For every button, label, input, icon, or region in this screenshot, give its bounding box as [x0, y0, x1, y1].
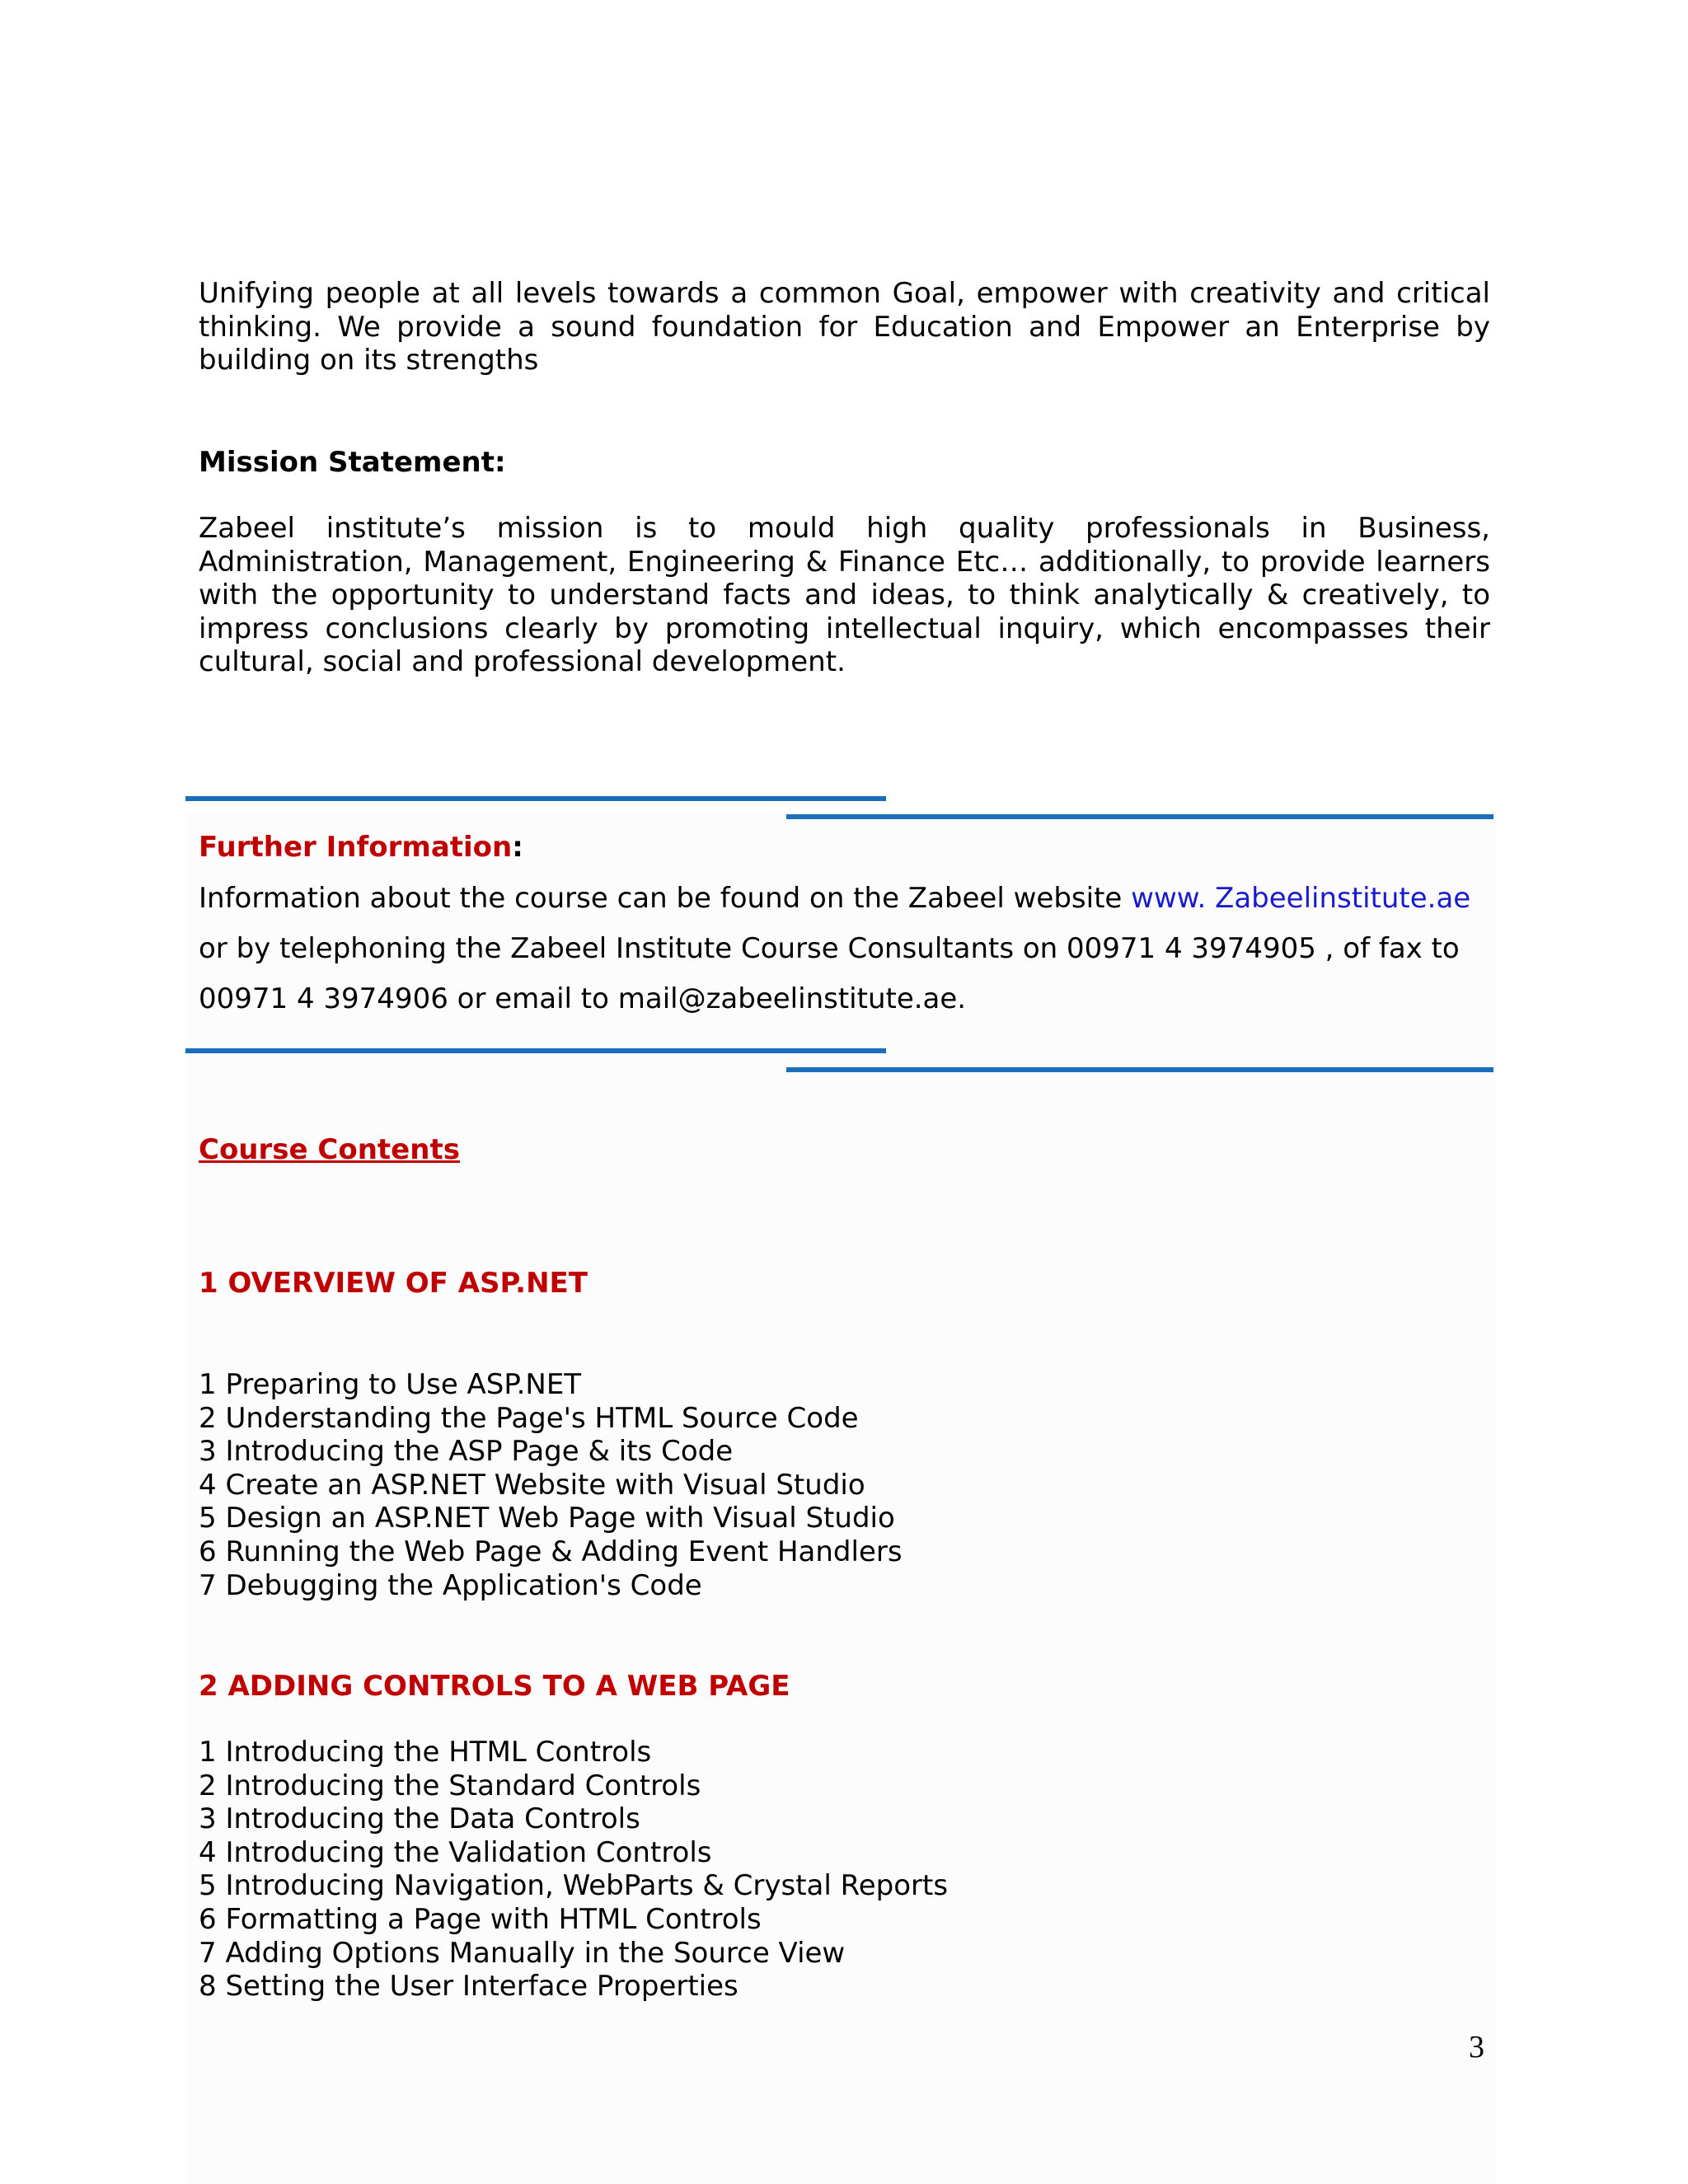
list-item: 7 Adding Options Manually in the Source View [199, 1936, 846, 1970]
section-1-list [199, 1368, 903, 1602]
further-info-heading-colon: : [512, 831, 523, 864]
list-item: 6 Formatting a Page with HTML Controls [199, 1902, 762, 1936]
intro-paragraph: Unifying people at all levels towards a common Goal, empower with creativity and critical thinking. We provide a sound foundation for Education and Empower an Enterprise by building on its strengths [199, 277, 1490, 377]
list-item: 5 Design an ASP.NET Web Page with Visual Studio [199, 1502, 895, 1535]
list-item: 5 Introducing Navigation, WebParts & Crystal Reports [199, 1869, 949, 1903]
mission-heading: Mission Statement: [199, 446, 506, 479]
list-item: 4 Create an ASP.NET Website with Visual Studio [199, 1468, 865, 1502]
further-info-paragraph [199, 874, 1501, 1024]
further-info-heading-text: Further Information [199, 831, 513, 864]
list-item: 1 Preparing to Use ASP.NET [199, 1368, 582, 1401]
list-item: 3 Introducing the Data Controls [199, 1802, 640, 1836]
mission-paragraph: Zabeel institute’s mission is to mould high quality professionals in Business, Administration, Management, Engineering & Finance Etc… additionally, to provide learners with the opportunity to understand facts and ideas, to think analytically & creatively, to impress conclusions clearly by promoting intellectual inquiry, which encompasses their cultural, social and professional development. [199, 512, 1490, 678]
divider-line [185, 796, 886, 801]
list-item: 1 Introducing the HTML Controls [199, 1736, 652, 1769]
list-item: 2 Introducing the Standard Controls [199, 1769, 701, 1802]
list-item: 4 Introducing the Validation Controls [199, 1835, 712, 1869]
course-contents-heading: Course Contents [199, 1133, 460, 1166]
divider-line [185, 1048, 886, 1053]
list-item: 2 Understanding the Page's HTML Source Code [199, 1401, 859, 1435]
further-info-contact-text: or by telephoning the Zabeel Institute Course Consultants on 00971 4 3974905 , of fax to 00971 4 3974906 or email to mail@zabeelinstitute.ae. [199, 932, 1460, 1015]
list-item: 3 Introducing the ASP Page & its Code [199, 1435, 734, 1469]
further-info-text: Information about the course can be found on the Zabeel website [199, 882, 1132, 915]
further-info-heading [199, 831, 523, 864]
divider-line [786, 1067, 1493, 1072]
page-number: 3 [1469, 2030, 1484, 2064]
divider-line [786, 814, 1493, 819]
website-link[interactable]: www. Zabeelinstitute.ae [1131, 882, 1471, 915]
list-item: 8 Setting the User Interface Properties [199, 1970, 738, 2004]
section-2-list [199, 1736, 948, 2004]
section-heading: 2 ADDING CONTROLS TO A WEB PAGE [199, 1670, 790, 1703]
list-item: 7 Debugging the Application's Code [199, 1568, 702, 1602]
list-item: 6 Running the Web Page & Adding Event Handlers [199, 1535, 903, 1568]
section-heading: 1 OVERVIEW OF ASP.NET [199, 1267, 588, 1300]
